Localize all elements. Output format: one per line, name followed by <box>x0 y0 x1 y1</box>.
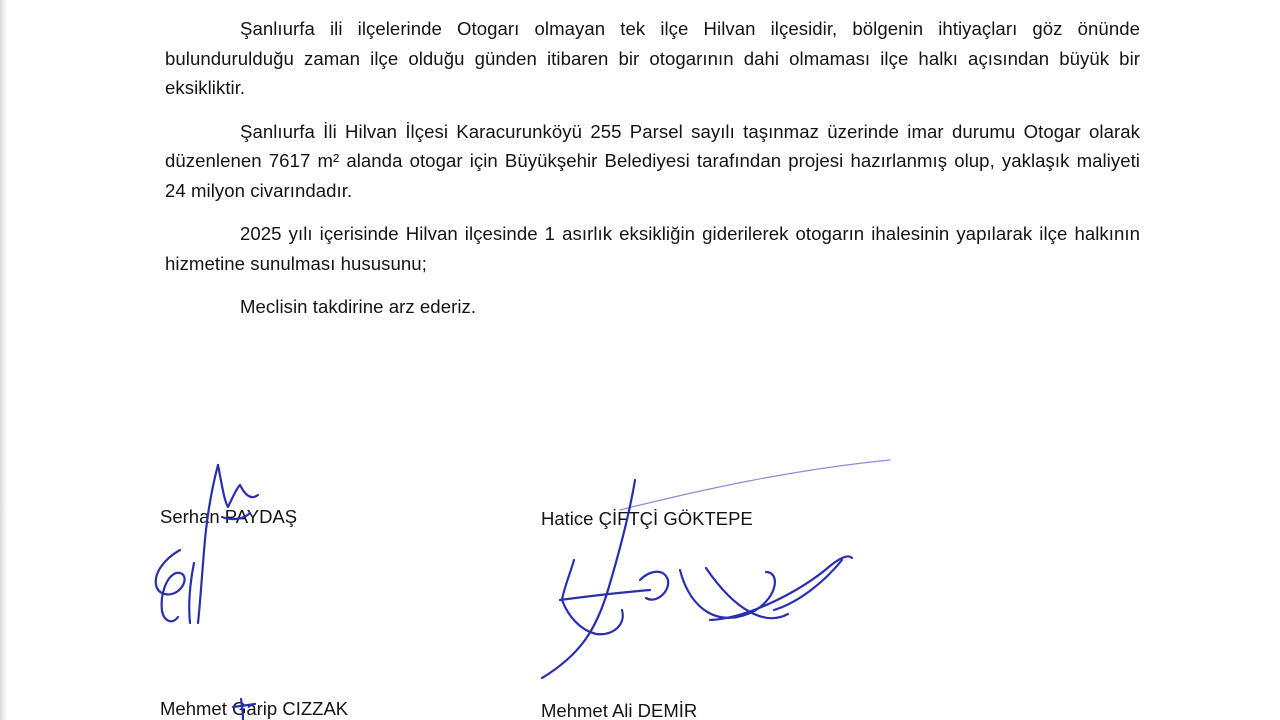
signature-1-icon <box>140 455 290 635</box>
paragraph-3: 2025 yılı içerisinde Hilvan ilçesinde 1 asırlık eksikliğin giderilerek otogarın ihalesinin yapılarak ilçe halkının hizmetine sunulması hususunu; <box>165 223 1140 274</box>
paragraph-1: Şanlıurfa ili ilçelerinde Otogarı olmayan tek ilçe Hilvan ilçesidir, bölgenin ihtiyaçları göz önünde bulundurulduğu zaman ilçe olduğu günden itibaren bir otogarının dahi olmaması ilçe halkı açısından büyük bir eksikliktir. <box>165 18 1140 98</box>
signatory-name-1: Serhan PAYDAŞ <box>160 506 298 527</box>
page-edge-shadow <box>0 0 8 720</box>
signatory-name-2: Hatice ÇİFTÇİ GÖKTEPE <box>541 508 753 529</box>
signature-2-icon <box>530 440 910 690</box>
document-body <box>165 14 1140 336</box>
signatory-name-3: Mehmet Garip CIZZAK <box>160 698 349 719</box>
signatory-name-4: Mehmet Ali DEMİR <box>541 700 698 720</box>
closing-line: Meclisin takdirine arz ederiz. <box>240 296 477 317</box>
paragraph-2: Şanlıurfa İli Hilvan İlçesi Karacurunköyü 255 Parsel sayılı taşınmaz üzerinde imar durumu Otogar olarak düzenlenen 7617 m² alanda otogar için Büyükşehir Belediyesi tarafından projesi hazırlanmış olup, yaklaşık maliyeti 24 milyon civarındadır. <box>165 120 1140 201</box>
